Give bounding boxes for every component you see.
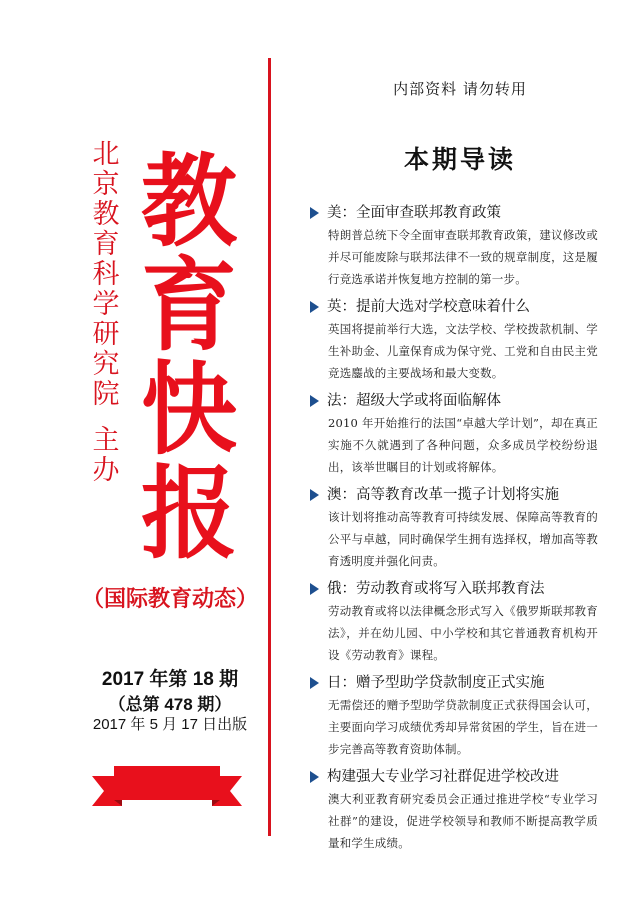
article-title[interactable] xyxy=(310,766,598,788)
list-item xyxy=(310,484,598,572)
article-summary: 无需偿还的赠予型助学贷款制度正式获得国会认可，主要面向学习成绩优秀却异常贫困的学生，旨在进一步完善高等教育资助体制。 xyxy=(328,698,598,756)
issue-number: 2017 年第 18 期 xyxy=(101,669,239,690)
list-item xyxy=(310,672,598,760)
role-char: 办 xyxy=(92,455,120,486)
article-summary: 该计划将推动高等教育可持续发展、保障高等教育的公平与卓越，同时确保学生拥有选择权，增加高等教育透明度并强化问责。 xyxy=(328,510,598,568)
article-summary: 2010 年开始推行的法国“卓越大学计划”，却在真正实施不久就遇到了各种问题，众多成员学校纷纷退出，该举世瞩目的计划或将解体。 xyxy=(328,416,598,474)
article-summary: 澳大利亚教育研究委员会正通过推进学校“专业学习社群”的建设，促进学校领导和教师不断提高教学质量和学生成绩。 xyxy=(328,792,598,850)
article-summary: 劳动教育或将以法律概念形式写入《俄罗斯联邦教育法》，并在幼儿园、中小学校和其它普通教育机构开设《劳动教育》课程。 xyxy=(328,604,598,662)
ribbon-banner-icon xyxy=(92,754,242,818)
article-title[interactable] xyxy=(310,672,598,694)
organizer-char: 研 xyxy=(92,319,120,350)
masthead-title xyxy=(134,143,244,573)
organizer-char: 究 xyxy=(92,349,120,380)
triangle-bullet-icon xyxy=(310,489,319,501)
article-title[interactable] xyxy=(310,484,598,506)
list-item xyxy=(310,578,598,666)
organizer-char: 科 xyxy=(92,259,120,290)
role-char: 主 xyxy=(92,425,120,456)
internal-note: 内部资料 请勿转用 xyxy=(393,80,527,98)
triangle-bullet-icon xyxy=(310,301,319,313)
list-item xyxy=(310,296,598,384)
organizer-char: 院 xyxy=(92,379,120,410)
triangle-bullet-icon xyxy=(310,771,319,783)
article-summary: 特朗普总统下令全面审查联邦教育政策，建议修改或并尽可能废除与联邦法律不一致的规章制度，这是履行竞选承诺并恢复地方控制的第一步。 xyxy=(328,228,598,286)
article-title[interactable] xyxy=(310,390,598,412)
article-title-text: 澳：高等教育改革一揽子计划将实施 xyxy=(327,487,559,503)
article-title-text: 构建强大专业学习社群促进学校改进 xyxy=(327,769,559,785)
triangle-bullet-icon xyxy=(310,395,319,407)
organizer-char: 育 xyxy=(92,229,120,260)
article-title[interactable] xyxy=(310,296,598,318)
article-list xyxy=(310,202,598,860)
triangle-bullet-icon xyxy=(310,677,319,689)
organizer xyxy=(88,140,124,486)
article-title-text: 英：提前大选对学校意味着什么 xyxy=(327,299,530,315)
article-title-text: 俄：劳动教育或将写入联邦教育法 xyxy=(327,581,545,597)
list-item xyxy=(310,766,598,854)
masthead-char: 快 xyxy=(141,351,237,469)
list-item xyxy=(310,202,598,290)
subtitle: （国际教育动态） xyxy=(81,587,258,612)
organizer-char: 学 xyxy=(92,289,120,320)
article-title[interactable] xyxy=(310,202,598,224)
triangle-bullet-icon xyxy=(310,583,319,595)
article-title-text: 法：超级大学或将面临解体 xyxy=(327,393,501,409)
article-summary: 英国将提前举行大选，文法学校、学校拨款机制、学生补助金、儿童保育成为保守党、工党和自由民主党竞选鏖战的主要战场和最大变数。 xyxy=(328,322,598,380)
masthead-char: 报 xyxy=(141,455,237,573)
article-title-text: 日：赠予型助学贷款制度正式实施 xyxy=(327,675,545,691)
list-item xyxy=(310,390,598,478)
masthead-char: 教 xyxy=(141,143,237,261)
article-title-text: 美：全面审查联邦教育政策 xyxy=(327,205,501,221)
guide-title: 本期导读 xyxy=(403,145,516,174)
masthead-char: 育 xyxy=(141,247,237,365)
organizer-char: 京 xyxy=(92,169,120,200)
total-issue: （总第 478 期） xyxy=(108,695,232,714)
article-title[interactable] xyxy=(310,578,598,600)
triangle-bullet-icon xyxy=(310,207,319,219)
publish-date: 2017 年 5 月 17 日出版 xyxy=(92,716,248,733)
organizer-char: 教 xyxy=(92,199,120,230)
organizer-char: 北 xyxy=(92,139,120,170)
